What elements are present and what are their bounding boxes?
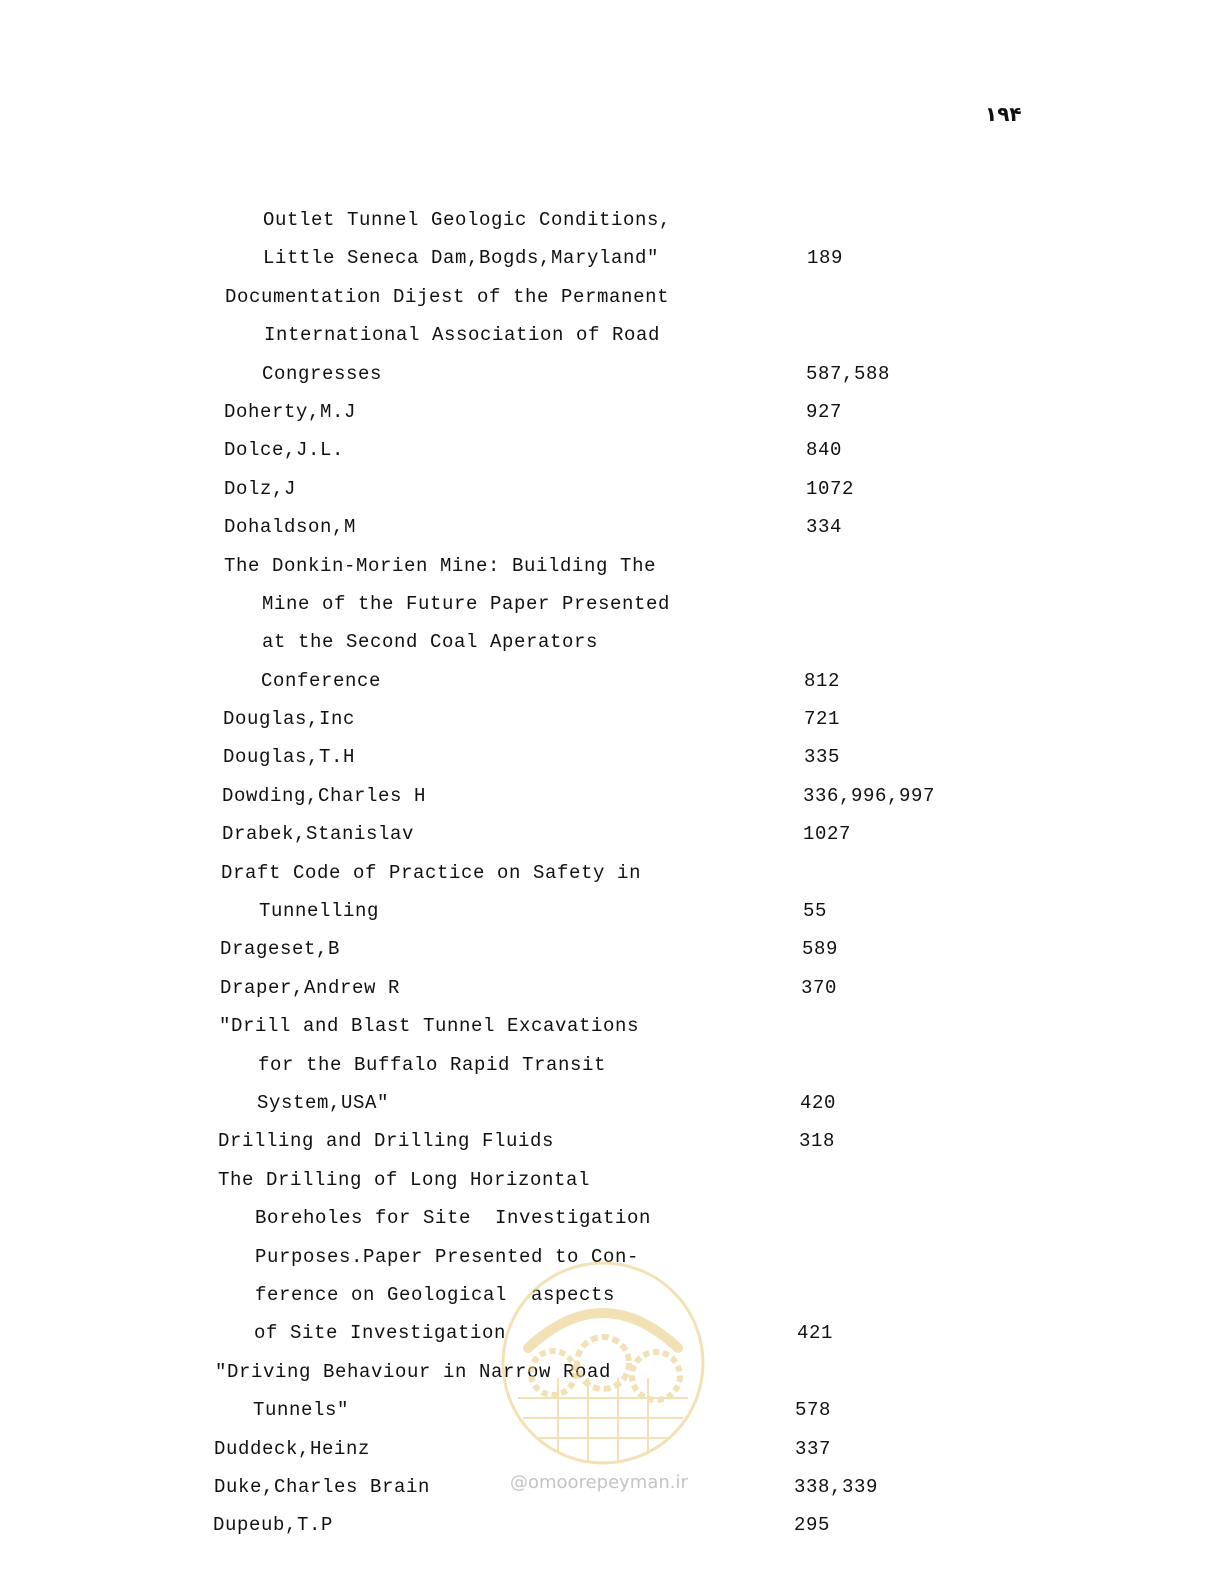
entry-text: Congresses: [262, 362, 383, 385]
entry-text: Douglas,T.H: [223, 746, 356, 769]
entry-text: System,USA": [257, 1091, 390, 1114]
index-entry: [0, 1086, 1228, 1124]
index-entry: [0, 1048, 1228, 1086]
entry-text: Doherty,M.J: [224, 400, 357, 423]
entry-text: "Drill and Blast Tunnel Excavations: [219, 1015, 640, 1038]
index-entry: [0, 587, 1228, 625]
index-entry: [0, 280, 1228, 318]
index-entry: [0, 625, 1228, 663]
entry-text: Dowding,Charles H: [222, 784, 427, 807]
entry-pages: 840: [806, 439, 843, 462]
entry-pages: 587,588: [806, 362, 891, 385]
index-entry: [0, 549, 1228, 587]
entry-pages: 421: [797, 1322, 834, 1345]
entry-text: "Driving Behaviour in Narrow Road: [215, 1360, 612, 1383]
entry-pages: 295: [794, 1514, 831, 1537]
index-entry: [0, 318, 1228, 356]
entry-pages: 1027: [803, 823, 852, 846]
index-entry: [0, 894, 1228, 932]
entry-pages: 927: [806, 400, 843, 423]
entry-text: Dolce,J.L.: [224, 439, 345, 462]
entry-text: Mine of the Future Paper Presented: [262, 592, 671, 615]
entry-text: Draft Code of Practice on Safety in: [221, 861, 642, 884]
index-entry: [0, 817, 1228, 855]
index-entry: [0, 779, 1228, 817]
entry-text: Conference: [261, 669, 382, 692]
entry-text: ference on Geological aspects: [255, 1283, 616, 1306]
entry-text: Outlet Tunnel Geologic Conditions,: [263, 209, 672, 231]
index-entry: [0, 1508, 1228, 1546]
index-entry: [0, 932, 1228, 970]
entry-text: Little Seneca Dam,Bogds,Maryland": [263, 247, 660, 270]
entry-text: Tunnels": [253, 1399, 350, 1422]
entry-text: Dohaldson,M: [224, 516, 357, 539]
entry-pages: 721: [804, 708, 841, 731]
entry-pages: 55: [803, 900, 828, 923]
entry-pages: 335: [804, 746, 841, 769]
index-entry: [0, 740, 1228, 778]
entry-pages: 338,339: [794, 1475, 879, 1498]
index-entry: [0, 433, 1228, 471]
index-entry: [0, 203, 1228, 241]
index-entry: [0, 357, 1228, 395]
entry-text: Dolz,J: [224, 477, 297, 500]
entry-text: International Association of Road: [264, 324, 661, 347]
entry-pages: 370: [801, 976, 838, 999]
entry-pages: 337: [795, 1437, 832, 1460]
entry-pages: 1072: [806, 477, 855, 500]
entry-pages: 589: [802, 938, 839, 961]
entry-text: Drabek,Stanislav: [222, 823, 415, 846]
index-entry: [0, 971, 1228, 1009]
index-entry: [0, 1124, 1228, 1162]
index-entry: [0, 702, 1228, 740]
watermark-seal: [498, 1258, 708, 1468]
entry-pages: 189: [807, 247, 844, 270]
index-entry: [0, 472, 1228, 510]
entry-text: Purposes.Paper Presented to Con-: [255, 1245, 640, 1268]
index-entry: [0, 1009, 1228, 1047]
entry-text: for the Buffalo Rapid Transit: [258, 1053, 607, 1076]
index-entry: [0, 510, 1228, 548]
entry-text: Dupeub,T.P: [213, 1514, 334, 1537]
entry-text: of Site Investigation: [254, 1322, 507, 1345]
entry-text: The Drilling of Long Horizontal: [218, 1168, 591, 1191]
entry-text: Documentation Dijest of the Permanent: [225, 285, 670, 308]
entry-text: Duddeck,Heinz: [214, 1437, 371, 1460]
entry-pages: 318: [799, 1130, 836, 1153]
entry-text: Draper,Andrew R: [220, 976, 401, 999]
entry-text: Boreholes for Site Investigation: [255, 1207, 652, 1230]
index-entry: [0, 395, 1228, 433]
watermark-text: @omoorepeyman.ir: [510, 1472, 688, 1493]
index-entry: [0, 856, 1228, 894]
entry-text: The Donkin-Morien Mine: Building The: [224, 554, 657, 577]
index-entry: [0, 664, 1228, 702]
page-number: ۱۹۴: [985, 102, 1022, 126]
index-entry: [0, 1163, 1228, 1201]
entry-pages: 334: [806, 516, 843, 539]
entry-text: Duke,Charles Brain: [214, 1475, 431, 1498]
entry-text: Drilling and Drilling Fluids: [218, 1130, 555, 1153]
entry-pages: 812: [804, 669, 841, 692]
entry-text: Douglas,Inc: [223, 708, 356, 731]
entry-text: Drageset,B: [220, 938, 341, 961]
entry-pages: 420: [800, 1091, 837, 1114]
entry-text: at the Second Coal Aperators: [262, 631, 599, 654]
entry-text: Tunnelling: [259, 900, 380, 923]
entry-pages: 336,996,997: [803, 784, 936, 807]
index-entry: [0, 241, 1228, 279]
entry-pages: 578: [795, 1399, 832, 1422]
index-entry: [0, 1201, 1228, 1239]
